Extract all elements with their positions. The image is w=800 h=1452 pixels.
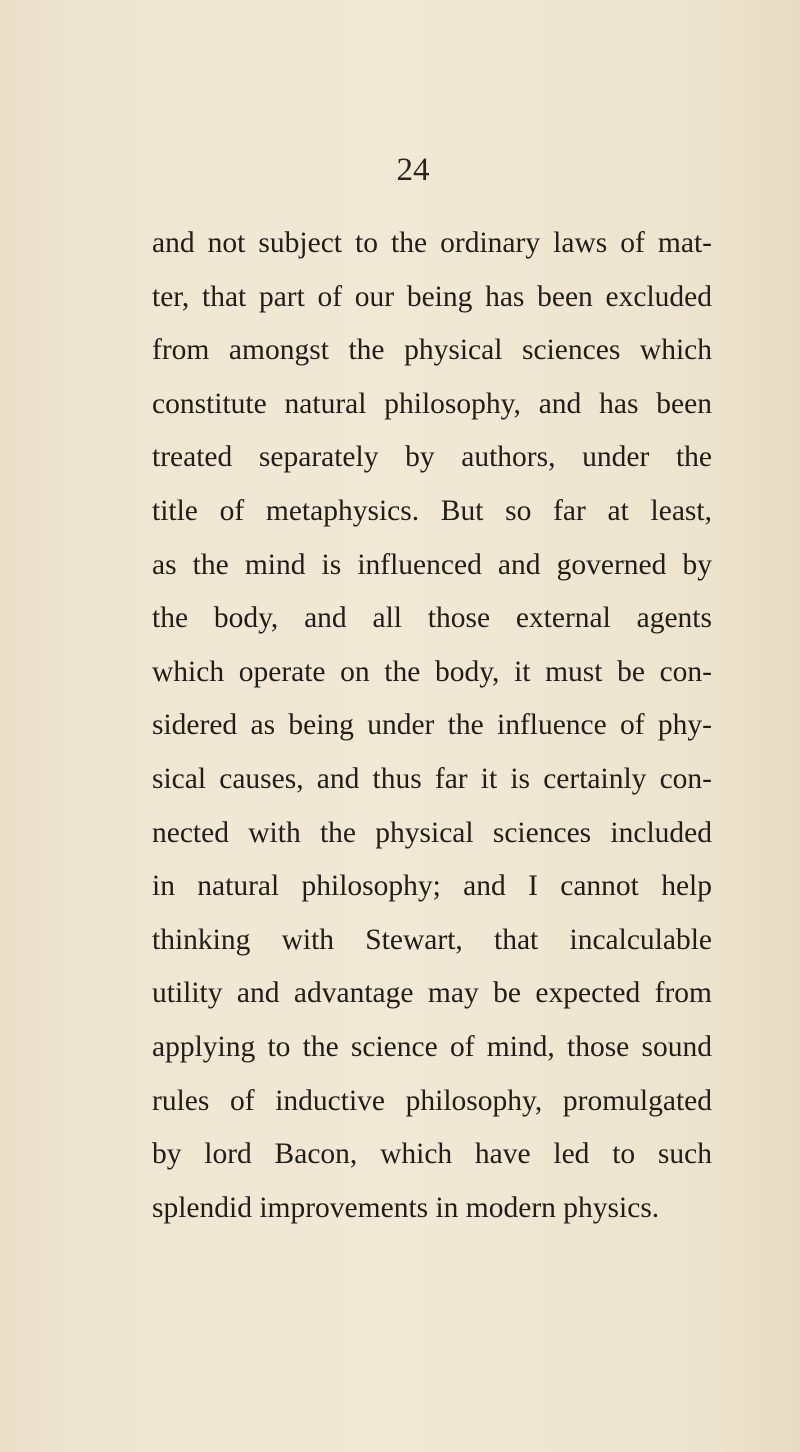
text-line: utility and advantage may be expected from: [152, 977, 712, 1010]
text-line: as the mind is influenced and governed by: [152, 548, 712, 581]
text-line: from amongst the physical sciences which: [152, 334, 712, 367]
text-line: nected with the physical sciences included: [152, 816, 712, 849]
text-line: sidered as being under the influence of phy-: [152, 709, 712, 742]
text-line: constitute natural philosophy, and has been: [152, 387, 712, 420]
text-line: title of metaphysics. But so far at least,: [152, 494, 712, 527]
text-line: thinking with Stewart, that incalculable: [152, 923, 712, 956]
text-line: splendid improvements in modern physics.: [152, 1191, 660, 1224]
text-line: by lord Bacon, which have led to such: [152, 1138, 712, 1171]
text-line: in natural philosophy; and I cannot help: [152, 870, 712, 903]
text-line: rules of inductive philosophy, promulgated: [152, 1084, 712, 1117]
page-number: 24: [396, 152, 430, 188]
body-text: [152, 217, 712, 1235]
text-line: treated separately by authors, under the: [152, 441, 712, 474]
text-line: ter, that part of our being has been excluded: [152, 280, 712, 313]
text-line: applying to the science of mind, those sound: [152, 1030, 712, 1063]
text-line: sical causes, and thus far it is certainly con-: [152, 762, 712, 795]
text-line: which operate on the body, it must be con-: [152, 655, 712, 688]
text-line: the body, and all those external agents: [152, 602, 712, 635]
text-line: and not subject to the ordinary laws of mat-: [152, 227, 712, 259]
